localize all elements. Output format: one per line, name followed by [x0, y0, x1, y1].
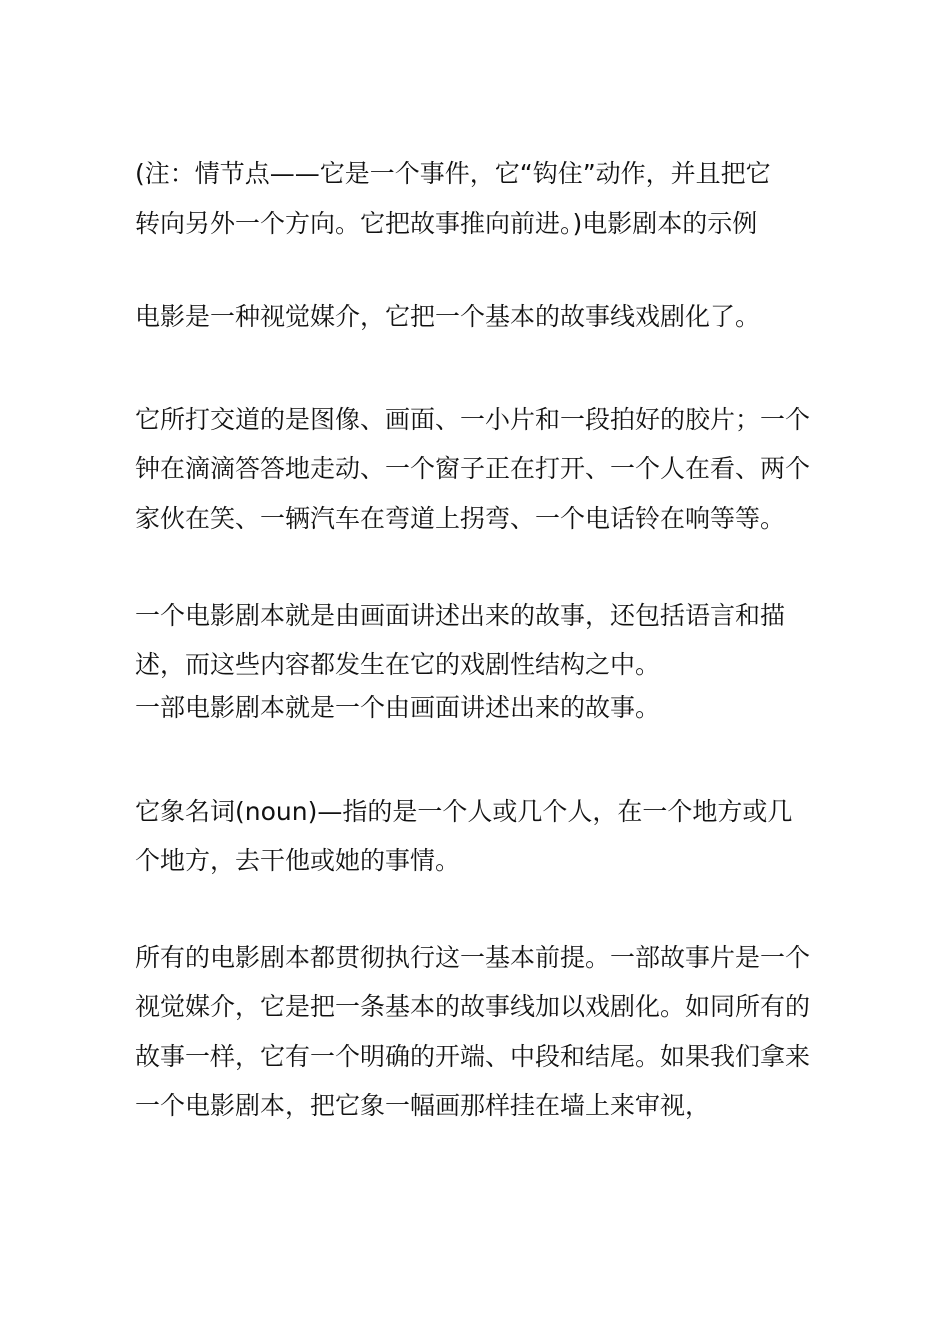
- paragraph-3-line-2: 钟在滴滴答答地走动、一个窗子正在打开、一个人在看、两个: [135, 454, 811, 483]
- paragraph-4-line-3: 一部电影剧本就是一个由画面讲述出来的故事。: [135, 693, 661, 722]
- paragraph-6-line-3: 故事一样，它有一个明确的开端、中段和结尾。如果我们拿来: [135, 1042, 811, 1071]
- paragraph-6-line-4: 一个电影剧本，把它象一幅画那样挂在墙上来审视，: [135, 1091, 711, 1120]
- paragraph-6-line-1: 所有的电影剧本都贯彻执行这一基本前提。一部故事片是一个: [135, 943, 811, 972]
- paragraph-1-line-1: (注：情节点——它是一个事件，它“钩住”动作，并且把它: [135, 159, 771, 188]
- paragraph-3-line-1: 它所打交道的是图像、画面、一小片和一段拍好的胶片；一个: [135, 405, 811, 434]
- paragraph-5-line-2: 个地方，去干他或她的事情。: [135, 846, 461, 875]
- paragraph-3-line-3: 家伙在笑、一辆汽车在弯道上拐弯、一个电话铃在响等等。: [135, 504, 786, 533]
- paragraph-6-line-2: 视觉媒介，它是把一条基本的故事线加以戏剧化。如同所有的: [135, 992, 811, 1021]
- paragraph-2-line-1: 电影是一种视觉媒介，它把一个基本的故事线戏剧化了。: [135, 302, 761, 331]
- paragraph-4-line-2: 述，而这些内容都发生在它的戏剧性结构之中。: [135, 650, 661, 679]
- paragraph-5-line-1: 它象名词(noun)—指的是一个人或几个人，在一个地方或几: [135, 797, 793, 826]
- paragraph-1-line-2: 转向另外一个方向。它把故事推向前进。)电影剧本的示例: [135, 209, 758, 238]
- paragraph-4-line-1: 一个电影剧本就是由画面讲述出来的故事，还包括语言和描: [135, 601, 786, 630]
